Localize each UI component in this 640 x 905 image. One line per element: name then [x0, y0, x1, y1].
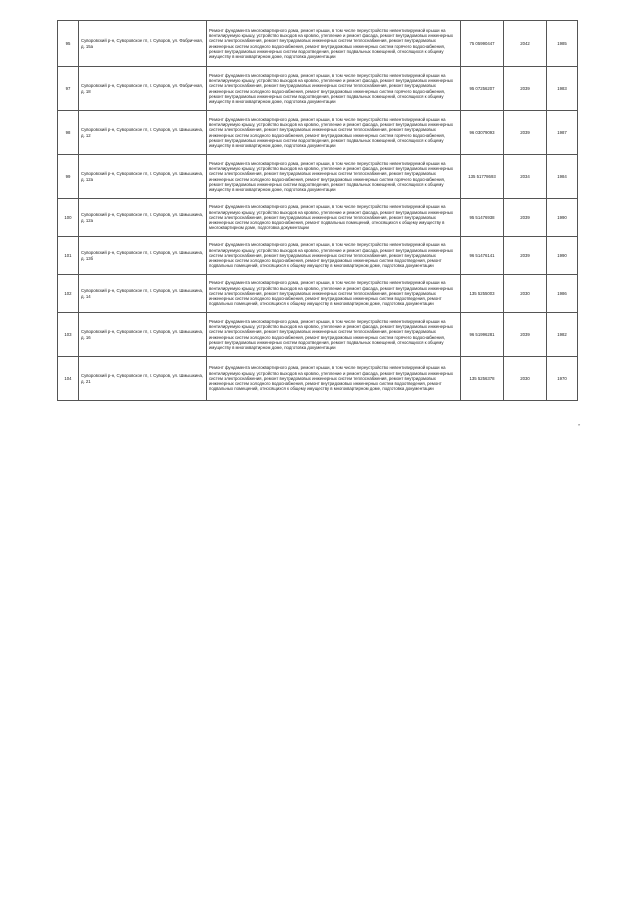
row-year: 2030	[504, 275, 547, 313]
row-year: 2039	[504, 111, 547, 155]
row-works: Ремонт фундамента многоквартирного дома, ремонт крыши, в том числе переустройство невентилируемой крыши на вентилируемую крышу, устройство выходов на кровлю, утепление и ремонт фасада, ремонт внутридомовых инженерных систем электроснабжения, ремонт внутридомовых инженерных систем теплоснабжения, ремонт внутридомовых инженерных систем холодного водоснабжения, ремонт внутридомовых инженерных систем горячего водоснабжения, ремонт внутридомовых инженерных систем водоотведения, ремонт подвальных помещений, относящихся к общему имуществу в многоквартирном доме, подготовка документации	[207, 111, 461, 155]
row-address: Суворовский р-н, Суворовское гп, г. Суворов, ул. Фабричная, д. 18	[79, 67, 207, 111]
table-row	[58, 67, 578, 111]
row-year-built: 1982	[547, 313, 578, 357]
row-year: 2039	[504, 67, 547, 111]
row-area: 135 5256378	[461, 357, 504, 401]
table-row	[58, 199, 578, 237]
row-year: 2039	[504, 313, 547, 357]
row-year-built: 1984	[547, 155, 578, 199]
row-area: 75 05990447	[461, 21, 504, 67]
row-address: Суворовский р-н, Суворовское гп, г. Суворов, ул. Шмышкина, д. 16	[79, 313, 207, 357]
table-row	[58, 111, 578, 155]
table-row	[58, 275, 578, 313]
row-works: Ремонт фундамента многоквартирного дома, ремонт крыши, в том числе переустройство невентилируемой крыши на вентилируемую крышу, устройство выходов на кровлю, утепление и ремонт фасада, ремонт внутридомовых инженерных систем электроснабжения, ремонт внутридомовых инженерных систем теплоснабжения, ремонт внутридомовых инженерных систем холодного водоснабжения, ремонт внутридомовых инженерных систем водоотведения, ремонт подвальных помещений, относящихся к общему имуществу в многоквартирном доме, подготовка документации	[207, 357, 461, 401]
row-year: 2039	[504, 199, 547, 237]
table-row	[58, 237, 578, 275]
row-works: Ремонт фундамента многоквартирного дома, ремонт крыши, в том числе переустройство невентилируемой крыши на вентилируемую крышу, устройство выходов на кровлю, утепление и ремонт фасада, ремонт внутридомовых инженерных систем электроснабжения, ремонт внутридомовых инженерных систем теплоснабжения, ремонт внутридомовых инженерных систем холодного водоснабжения, ремонт внутридомовых инженерных систем горячего водоснабжения, ремонт внутридомовых инженерных систем водоотведения, ремонт подвальных помещений, относящихся к общему имуществу в многоквартирном доме, подготовка документации	[207, 21, 461, 67]
capital-repair-table	[57, 20, 578, 401]
row-number: 101	[58, 237, 79, 275]
row-number: 103	[58, 313, 79, 357]
row-address: Суворовский р-н, Суворовское гп, г. Суворов, ул. Шмышкина, д. 12а	[79, 199, 207, 237]
row-works: Ремонт фундамента многоквартирного дома, ремонт крыши, в том числе переустройство невентилируемой крыши на вентилируемую крышу, устройство выходов на кровлю, утепление и ремонт фасада, ремонт внутридомовых инженерных систем электроснабжения, ремонт внутридомовых инженерных систем теплоснабжения, ремонт внутридомовых инженерных систем холодного водоснабжения, ремонт внутридомовых инженерных систем водоотведения, ремонт подвальных помещений, относящихся к общему имуществу в многоквартирном доме, подготовка документации	[207, 275, 461, 313]
side-mark: »	[578, 422, 581, 427]
row-area: 96 51476141	[461, 237, 504, 275]
row-year-built: 1970	[547, 357, 578, 401]
table-row	[58, 313, 578, 357]
table-row	[58, 155, 578, 199]
row-works: Ремонт фундамента многоквартирного дома, ремонт крыши, в том числе переустройство невентилируемой крыши на вентилируемую крышу, устройство выходов на кровлю, утепление и ремонт фасада, ремонт внутридомовых инженерных систем электроснабжения, ремонт внутридомовых инженерных систем теплоснабжения, ремонт внутридомовых инженерных систем холодного водоснабжения, ремонт подвальных помещений, относящихся к общему имуществу в многоквартирном доме, подготовка документации	[207, 199, 461, 237]
row-number: 95	[58, 21, 79, 67]
row-address: Суворовский р-н, Суворовское гп, г. Суворов, ул. Шмышкина, д. 12а	[79, 155, 207, 199]
row-year-built: 1990	[547, 237, 578, 275]
row-area: 135 5255003	[461, 275, 504, 313]
row-year-built: 1983	[547, 67, 578, 111]
row-area: 135 51778693	[461, 155, 504, 199]
row-number: 98	[58, 111, 79, 155]
row-address: Суворовский р-н, Суворовское гп, г. Суворов, ул. Шмышкина, д. 13б	[79, 237, 207, 275]
row-number: 104	[58, 357, 79, 401]
row-area: 95 51476938	[461, 199, 504, 237]
table-row	[58, 357, 578, 401]
row-address: Суворовский р-н, Суворовское гп, г. Суворов, ул. Шмышкина, д. 21	[79, 357, 207, 401]
row-works: Ремонт фундамента многоквартирного дома, ремонт крыши, в том числе переустройство невентилируемой крыши на вентилируемую крышу, устройство выходов на кровлю, утепление и ремонт фасада, ремонт внутридомовых инженерных систем электроснабжения, ремонт внутридомовых инженерных систем теплоснабжения, ремонт внутридомовых инженерных систем холодного водоснабжения, ремонт внутридомовых инженерных систем горячего водоснабжения, ремонт внутридомовых инженерных систем водоотведения, ремонт подвальных помещений, относящихся к общему имуществу в многоквартирном доме, подготовка документации	[207, 313, 461, 357]
row-number: 102	[58, 275, 79, 313]
row-year-built: 1990	[547, 199, 578, 237]
row-number: 99	[58, 155, 79, 199]
row-area: 96 51996281	[461, 313, 504, 357]
row-number: 100	[58, 199, 79, 237]
row-works: Ремонт фундамента многоквартирного дома, ремонт крыши, в том числе переустройство невентилируемой крыши на вентилируемую крышу, устройство выходов на кровлю, утепление и ремонт фасада, ремонт внутридомовых инженерных систем электроснабжения, ремонт внутридомовых инженерных систем теплоснабжения, ремонт внутридомовых инженерных систем холодного водоснабжения, ремонт внутридомовых инженерных систем горячего водоснабжения, ремонт внутридомовых инженерных систем водоотведения, ремонт подвальных помещений, относящихся к общему имуществу в многоквартирном доме, подготовка документации	[207, 67, 461, 111]
row-year-built: 1986	[547, 275, 578, 313]
table-body	[58, 21, 578, 401]
row-address: Суворовский р-н, Суворовское гп, г. Суворов, ул. Шмышкина, д. 14	[79, 275, 207, 313]
row-year-built: 1985	[547, 21, 578, 67]
row-year-built: 1987	[547, 111, 578, 155]
row-address: Суворовский р-н, Суворовское гп, г. Суворов, ул. Фабричная, д. 15а	[79, 21, 207, 67]
row-works: Ремонт фундамента многоквартирного дома, ремонт крыши, в том числе переустройство невентилируемой крыши на вентилируемую крышу, устройство выходов на кровлю, утепление и ремонт фасада, ремонт внутридомовых инженерных систем электроснабжения, ремонт внутридомовых инженерных систем теплоснабжения, ремонт внутридомовых инженерных систем холодного водоснабжения, ремонт внутридомовых инженерных систем горячего водоснабжения, ремонт внутридомовых инженерных систем водоотведения, ремонт подвальных помещений, относящихся к общему имуществу в многоквартирном доме, подготовка документации	[207, 155, 461, 199]
row-works: Ремонт фундамента многоквартирного дома, ремонт крыши, в том числе переустройство невентилируемой крыши на вентилируемую крышу, устройство выходов на кровлю, утепление и ремонт фасада, ремонт внутридомовых инженерных систем электроснабжения, ремонт внутридомовых инженерных систем теплоснабжения, ремонт внутридомовых инженерных систем холодного водоснабжения, ремонт внутридомовых инженерных систем водоотведения, ремонт подвальных помещений, относящихся к общему имуществу в многоквартирном доме, подготовка документации	[207, 237, 461, 275]
row-year: 2039	[504, 237, 547, 275]
row-area: 95 07256207	[461, 67, 504, 111]
row-year: 2030	[504, 357, 547, 401]
row-number: 97	[58, 67, 79, 111]
row-address: Суворовский р-н, Суворовское гп, г. Суворов, ул. Шмышкина, д. 12	[79, 111, 207, 155]
row-year: 2034	[504, 155, 547, 199]
table-row	[58, 21, 578, 67]
row-area: 96 03079093	[461, 111, 504, 155]
row-year: 2042	[504, 21, 547, 67]
